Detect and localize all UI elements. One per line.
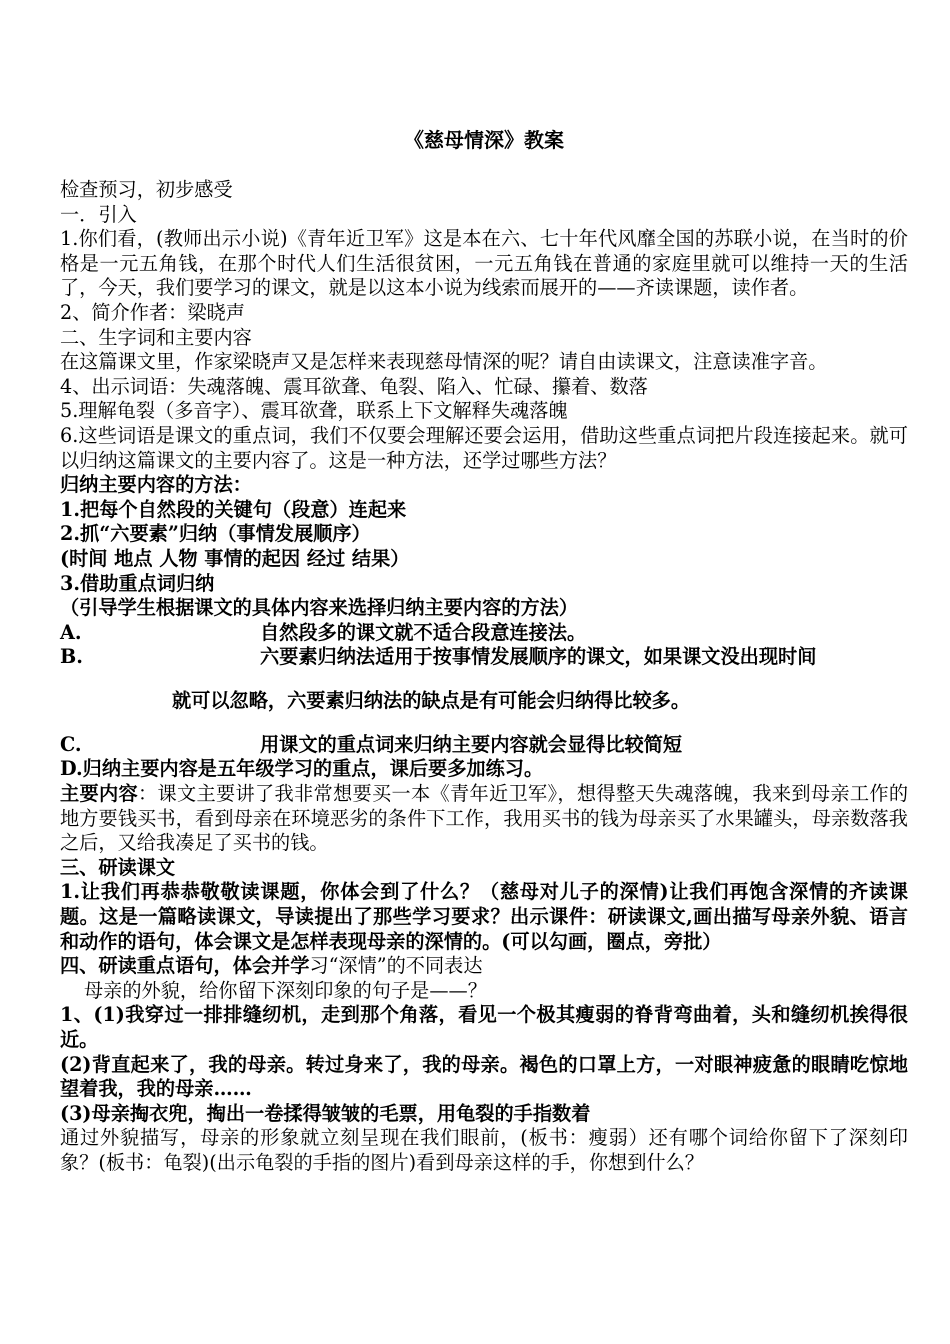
section-heading-key-sentences bbox=[60, 954, 908, 979]
option-c-letter: C. bbox=[60, 732, 82, 756]
quote-2: (2)背直起来了，我的母亲。转过身来了，我的母亲。褐色的口罩上方，一对眼神疲惫的眼睛吃惊地望着我，我的母亲…… bbox=[60, 1052, 908, 1101]
option-b bbox=[60, 645, 908, 670]
option-b-continuation: 就可以忽略，六要素归纳法的缺点是有可能会归纳得比较多。 bbox=[172, 689, 691, 713]
section-heading-vocab: 二、生字词和主要内容 bbox=[60, 325, 252, 349]
method-3: 3.借助重点词归纳 bbox=[60, 571, 215, 595]
section-heading-study: 三、研读课文 bbox=[60, 855, 176, 879]
section-heading-intro: 一．引入 bbox=[60, 202, 137, 226]
paragraph-intro-1: 1.你们看，(教师出示小说)《青年近卫军》这是本在六、七十年代风靡全国的苏联小说，在当时的价格是一元五角钱，在那个时代人们生活很贫困，一元五角钱在普通的家庭里就可以维持一天的生活了，今天，我们要学习的课文，就是以这本小说为线索而展开的——齐读课题，读作者。 bbox=[60, 227, 908, 300]
methods-heading: 归纳主要内容的方法： bbox=[60, 473, 252, 497]
document-page bbox=[60, 124, 908, 1176]
option-c-text: 用课文的重点词来归纳主要内容就会显得比较简短 bbox=[260, 732, 683, 756]
main-content-label: 主要内容 bbox=[60, 782, 138, 806]
section-4-rest: 习“深情”的不同表达 bbox=[309, 954, 483, 978]
method-2: 2.抓“六要素”归纳（事情发展顺序） bbox=[60, 522, 371, 546]
main-content-text: ：课文主要讲了我非常想要买一本《青年近卫军》，想得整天失魂落魄，我来到母亲工作的地方要钱买书，看到母亲在环境恶劣的条件下工作，我用买书的钱为母亲买了水果罐头，母亲数落我之后，又给我凑足了买书的钱。 bbox=[60, 782, 909, 855]
option-b-text: 六要素归纳法适用于按事情发展顺序的课文，如果课文没出现时间 bbox=[260, 645, 817, 669]
paragraph-author: 2、简介作者：梁晓声 bbox=[60, 300, 245, 324]
option-a-text: 自然段多的课文就不适合段意连接法。 bbox=[260, 620, 587, 644]
paragraph-vocab-use: 6.这些词语是课文的重点词，我们不仅要会理解还要会运用，借助这些重点词把片段连接起来。就可以归纳这篇课文的主要内容了。这是一种方法，还学过哪些方法？ bbox=[60, 423, 908, 472]
main-content-paragraph bbox=[60, 782, 908, 856]
method-2-detail: (时间 地点 人物 事情的起因 经过 结果） bbox=[60, 546, 410, 570]
paragraph-vocab-intro: 在这篇课文里，作家梁晓声又是怎样来表现慈母情深的呢？请自由读课文，注意读准字音。 bbox=[60, 350, 828, 374]
document-title: 《慈母情深》教案 bbox=[404, 128, 564, 152]
quote-3: (3)母亲掏衣兜，掏出一卷揉得皱皱的毛票，用龟裂的手指数着 bbox=[60, 1101, 591, 1125]
paragraph-vocab-words: 4、出示词语：失魂落魄、震耳欲聋、龟裂、陷入、忙碌、攥着、数落 bbox=[60, 374, 648, 398]
method-1: 1.把每个自然段的关键句（段意）连起来 bbox=[60, 497, 407, 521]
question-appearance: 母亲的外貌，给你留下深刻印象的句子是——？ bbox=[84, 978, 487, 1002]
option-d: D.归纳主要内容是五年级学习的重点，课后要多加练习。 bbox=[60, 757, 544, 781]
option-b-letter: B. bbox=[60, 645, 83, 669]
quote-1: 1、(1)我穿过一排排缝纫机，走到那个角落，看见一个极其瘦弱的脊背弯曲着，头和缝纫机挨得很近。 bbox=[60, 1003, 908, 1051]
option-a-letter: A. bbox=[60, 620, 82, 644]
option-c bbox=[60, 733, 908, 758]
paragraph-study-1: 1.让我们再恭恭敬敬读课题，你体会到了什么？（慈母对儿子的深情)让我们再饱含深情的齐读课题。这是一篇略读课文，导读提出了那些学习要求？出示课件：研读课文,画出描写母亲外貌、语言和动作的语句，体会课文是怎样表现母亲的深情的。(可以勾画，圈点，旁批） bbox=[60, 880, 908, 953]
section-4-bold: 四、研读重点语句，体会并学 bbox=[60, 954, 310, 978]
paragraph-appearance-analysis: 通过外貌描写，母亲的形象就立刻呈现在我们眼前，(板书：瘦弱）还有哪个词给你留下了深刻印象？(板书：龟裂)(出示龟裂的手指的图片)看到母亲这样的手，你想到什么？ bbox=[60, 1126, 908, 1174]
method-guide: （引导学生根据课文的具体内容来选择归纳主要内容的方法） bbox=[60, 596, 579, 620]
paragraph-vocab-explain: 5.理解龟裂（多音字）、震耳欲聋，联系上下文解释失魂落魄 bbox=[60, 399, 568, 423]
option-a bbox=[60, 621, 908, 646]
section-heading-preview: 检查预习，初步感受 bbox=[60, 178, 233, 201]
